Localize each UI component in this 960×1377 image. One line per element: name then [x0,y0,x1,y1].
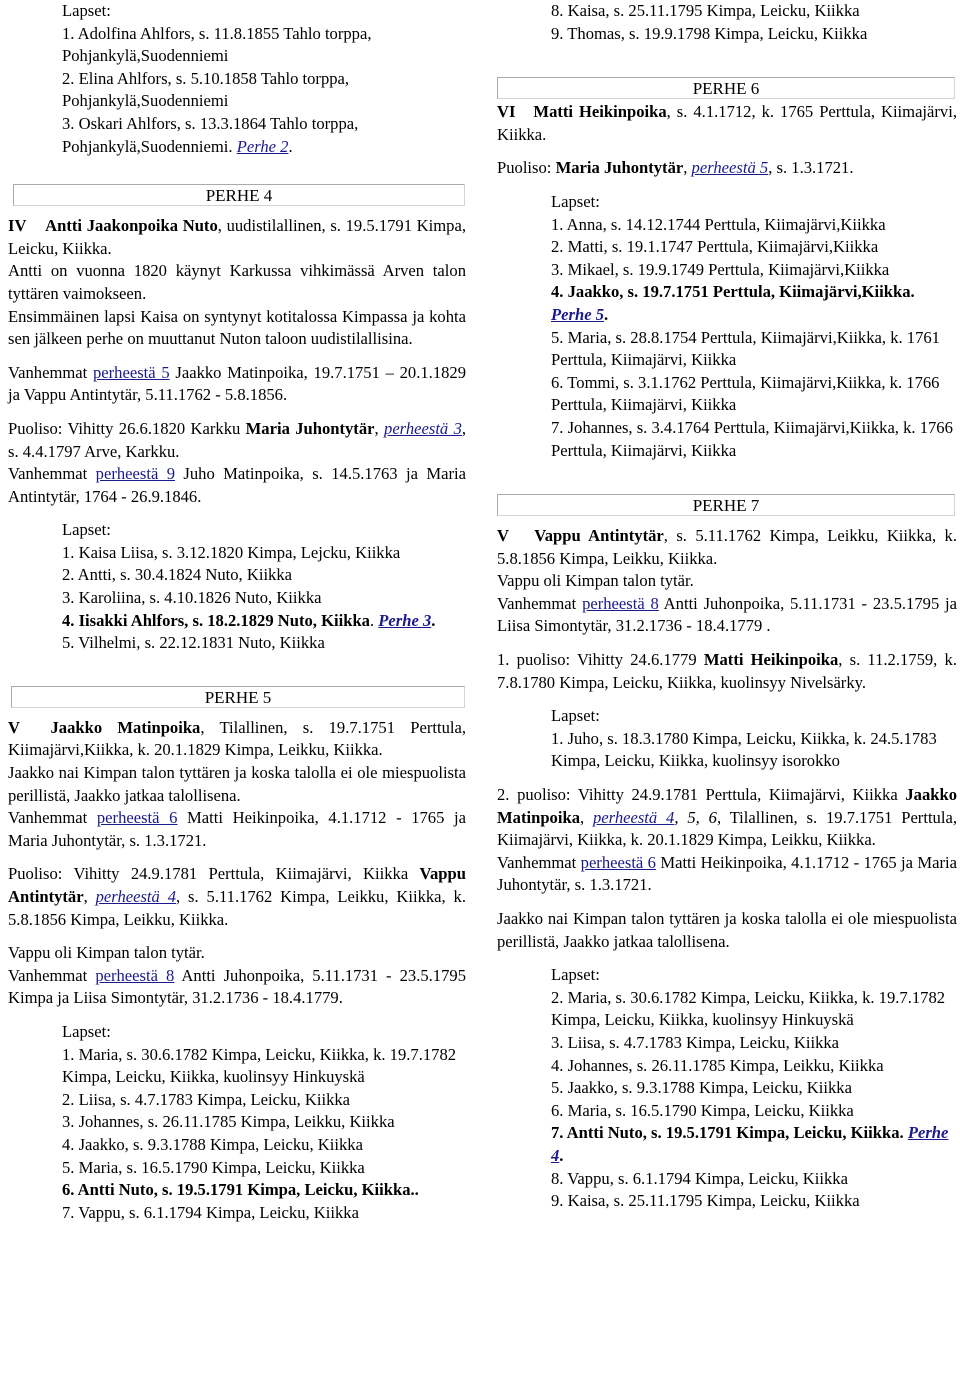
list-item: 2. Liisa, s. 4.7.1783 Kimpa, Leicku, Kiikka [62,1089,351,1109]
person-entry: V Jaakko Matinpoika, Tilallinen, s. 19.7.1751 Perttula, Kiimajärvi,Kiikka, k. 20.1.1829 Kimpa, Leikku, Kiikka. [8,717,467,760]
family-link[interactable]: perheestä 8 [95,965,175,985]
section-header-perhe6: PERHE 6 [497,77,955,99]
spouse-entry: 1. puoliso: Vihitty 24.6.1779 Matti Heikinpoika, s. 11.2.1759, k. 7.8.1780 Kimpa, Leicku, Kiikka, kuolinsyy Nivelsärky. [497,650,957,692]
list-item: 5. Maria, s. 16.5.1790 Kimpa, Leicku, Kiikka [62,1157,365,1177]
list-item: 4. Johannes, s. 26.11.1785 Kimpa, Leikku, Kiikka [551,1055,884,1075]
person-name: Vappu Antintytär [534,526,664,546]
spouse-name: Maria Juhontytär [245,418,375,438]
family-link[interactable]: perheestä 9 [95,464,176,484]
left-column [8,0,466,1224]
spouse-name: Jaakko Matinpoika [497,785,957,827]
spouse-name: Vappu Antintytär [8,864,466,906]
person-name: Jaakko Matinpoika [50,717,201,737]
note-text: Antti on vuonna 1820 käynyt Karkussa vihkimässä Arven talon tyttären vaimokseen. [8,261,466,303]
family-link[interactable]: perheestä 4 [593,807,675,827]
list-item: 3. Oskari Ahlfors, s. 13.3.1864 Tahlo torppa, Pohjankylä,Suodenniemi. Perhe 2. [62,113,359,156]
list-item: 4. Iisakki Ahlfors, s. 18.2.1829 Nuto, Kiikka. Perhe 3. [62,610,436,630]
list-item: 6. Tommi, s. 3.1.1762 Perttula, Kiimajärvi,Kiikka, k. 1766 Perttula, Kiimajärvi, Kiikka [551,372,940,415]
spouse-entry: 2. puoliso: Vihitty 24.9.1781 Perttula, Kiimajärvi, Kiikka Jaakko Matinpoika, perheestä 4, 5, 6, Tilallinen, s. 19.7.1751 Perttula, Kiimajärvi, Kiikka, k. 20.1.1829 Kimpa, Leikku, Kiikka. [497,785,957,850]
list-item: 9. Thomas, s. 19.9.1798 Kimpa, Leicku, Kiikka [551,23,868,43]
list-item: 3. Karoliina, s. 4.10.1826 Nuto, Kiikka [62,588,322,608]
list-item: 1. Adolfina Ahlfors, s. 11.8.1855 Tahlo torppa, Pohjankylä,Suodenniemi [62,23,372,66]
list-item: 1. Anna, s. 14.12.1744 Perttula, Kiimajärvi,Kiikka [551,214,886,234]
section-header-perhe5: PERHE 5 [11,686,465,708]
list-item: 5. Jaakko, s. 9.3.1788 Kimpa, Leicku, Kiikka [551,1078,852,1098]
list-item: 3. Mikael, s. 19.9.1749 Perttula, Kiimajärvi,Kiikka [551,259,890,279]
children-list-perhe3 [8,0,466,158]
list-item: 7. Johannes, s. 3.4.1764 Perttula, Kiimajärvi,Kiikka, k. 1766 Perttula, Kiimajärvi, Kiikka [551,417,953,460]
spouse-name: Maria Juhontytär [555,158,684,178]
spouse-entry: Puoliso: Vihitty 24.9.1781 Perttula, Kiimajärvi, Kiikka Vappu Antintytär, perheestä 4, s. 5.11.1762 Kimpa, Leikku, Kiikka, k. 5.8.1856 Kimpa, Leikku, Kiikka. [8,864,466,929]
section-header-perhe7: PERHE 7 [497,494,955,516]
list-item: 5. Maria, s. 28.8.1754 Perttula, Kiimajärvi,Kiikka, k. 1761 Perttula, Kiimajärvi, Kiikka [551,327,940,370]
perhe-link[interactable]: Perhe 3 [378,610,432,630]
list-item: 4. Jaakko, s. 9.3.1788 Kimpa, Leicku, Kiikka [62,1134,363,1154]
note-text: Jaakko nai Kimpan talon tyttären ja koska talolla ei ole miespuolista perillistä, Jaakko jatkaa talollisena. [497,909,957,951]
list-item: 7. Antti Nuto, s. 19.5.1791 Kimpa, Leicku, Kiikka. Perhe 4. [551,1123,949,1165]
children-list [497,964,957,1213]
list-item: 8. Vappu, s. 6.1.1794 Kimpa, Leicku, Kiikka [551,1168,848,1188]
spouse-entry: Puoliso: Vihitty 26.6.1820 Karkku Maria Juhontytär, perheestä 3, s. 4.4.1797 Arve, Karkku. [8,418,467,461]
children-heading: Lapset: [62,1,111,20]
list-item: 2. Matti, s. 19.1.1747 Perttula, Kiimajärvi,Kiikka [551,237,879,257]
children-heading: Lapset: [551,191,600,211]
children-heading: Lapset: [62,1021,111,1041]
family-link[interactable]: perheestä 5 [92,362,170,382]
note-text: Vappu oli Kimpan talon tytär. [497,571,694,591]
parents-entry: Vanhemmat perheestä 6 Matti Heikinpoika, 4.1.1712 - 1765 ja Maria Juhontytär, s. 1.3.1721. [497,852,958,895]
children-list [8,519,466,655]
parents-entry: Vanhemmat perheestä 8 Antti Juhonpoika, 5.11.1731 - 23.5.1795 ja Liisa Simontytär, 31.2.1736 - 18.4.1779 . [497,593,958,636]
list-item: 7. Vappu, s. 6.1.1794 Kimpa, Leicku, Kiikka [62,1202,359,1222]
person-name: Matti Heikinpoika [533,102,667,122]
person-entry: IV Antti Jaakonpoika Nuto, uudistilallinen, s. 19.5.1791 Kimpa, Leicku, Kiikka. [8,216,466,258]
list-item: 6. Antti Nuto, s. 19.5.1791 Kimpa, Leicku, Kiikka.. [62,1180,419,1200]
perhe-link[interactable]: Perhe 2 [236,136,289,156]
spouse-entry: Puoliso: Maria Juhontytär, perheestä 5, s. 1.3.1721. [497,158,854,178]
family-link[interactable]: perheestä 6 [580,852,656,872]
family-link[interactable]: perheestä 8 [582,593,659,613]
list-item: 2. Antti, s. 30.4.1824 Nuto, Kiikka [62,565,293,585]
spouse-name: Matti Heikinpoika [703,650,839,670]
parents-entry: Vanhemmat perheestä 9 Juho Matinpoika, s. 14.5.1763 ja Maria Antintytär, 1764 - 26.9.1846. [8,464,466,506]
children-heading: Lapset: [551,965,600,985]
children-list [497,705,957,773]
list-item: 5. Vilhelmi, s. 22.12.1831 Nuto, Kiikka [62,633,325,653]
note-text: Jaakko nai Kimpan talon tyttären ja koska talolla ei ole miespuolista perillistä, Jaakko jatkaa talollisena. [8,763,466,805]
list-item: 4. Jaakko, s. 19.7.1751 Perttula, Kiimajärvi,Kiikka. Perhe 5. [551,282,915,324]
right-column [497,0,957,1213]
list-item: 1. Maria, s. 30.6.1782 Kimpa, Leicku, Kiikka, k. 19.7.1782 Kimpa, Leicku, Kiikka, kuolinsyy Hinkuyskä [62,1044,457,1087]
list-item: 2. Elina Ahlfors, s. 5.10.1858 Tahlo torppa, Pohjankylä,Suodenniemi [62,68,350,111]
person-entry: VI Matti Heikinpoika, s. 4.1.1712, k. 1765 Perttula, Kiimajärvi, Kiikka. [497,102,957,144]
note-text: Vappu oli Kimpan talon tytär. [8,943,205,963]
section-header-perhe4: PERHE 4 [13,184,465,206]
perhe-link[interactable]: Perhe 4 [551,1123,949,1165]
list-item: 1. Kaisa Liisa, s. 3.12.1820 Kimpa, Lejcku, Kiikka [62,542,401,562]
note-text: Ensimmäinen lapsi Kaisa on syntynyt kotitalossa Kimpassa ja kohta sen jälkeen perhe on muuttanut Nuton taloon uudistilallisina. [8,306,466,349]
perhe-link[interactable]: Perhe 5 [551,304,604,324]
list-item: 1. Juho, s. 18.3.1780 Kimpa, Leicku, Kiikka, k. 24.5.1783 Kimpa, Leicku, Kiikka, kuolinsyy isorokko [551,728,937,771]
family-link[interactable]: perheestä 4 [95,887,177,906]
list-item: 6. Maria, s. 16.5.1790 Kimpa, Leicku, Kiikka [551,1100,854,1120]
parents-entry: Vanhemmat perheestä 8 Antti Juhonpoika, 5.11.1731 - 23.5.1795 Kimpa ja Liisa Simontytär, 31.2.1736 - 18.4.1779. [8,965,466,1008]
list-item: 9. Kaisa, s. 25.11.1795 Kimpa, Leicku, Kiikka [551,1191,860,1211]
list-item: 2. Maria, s. 30.6.1782 Kimpa, Leicku, Kiikka, k. 19.7.1782 Kimpa, Leicku, Kiikka, kuolinsyy Hinkuyskä [551,987,946,1030]
list-item: 3. Liisa, s. 4.7.1783 Kimpa, Leicku, Kiikka [551,1032,840,1052]
family-link[interactable]: perheestä 3 [384,418,462,438]
family-link[interactable]: perheestä 5 [691,158,769,178]
list-item: 3. Johannes, s. 26.11.1785 Kimpa, Leikku, Kiikka [62,1112,395,1132]
parents-entry: Vanhemmat perheestä 5 Jaakko Matinpoika, 19.7.1751 – 20.1.1829 ja Vappu Antintytär, 5.11.1762 - 5.8.1856. [8,362,467,405]
children-list [8,1021,466,1224]
children-heading: Lapset: [551,706,600,726]
children-heading: Lapset: [62,520,111,540]
children-list-continued [497,0,957,45]
parents-entry: Vanhemmat perheestä 6 Matti Heikinpoika, 4.1.1712 - 1765 ja Maria Juhontytär, s. 1.3.1721. [8,808,466,850]
family-link[interactable]: perheestä 6 [96,808,178,828]
children-list [497,191,957,462]
person-entry: V Vappu Antintytär, s. 5.11.1762 Kimpa, Leikku, Kiikka, k. 5.8.1856 Kimpa, Leikku, Kiikka. [497,526,957,568]
person-name: Antti Jaakonpoika Nuto [45,216,218,236]
list-item: 8. Kaisa, s. 25.11.1795 Kimpa, Leicku, Kiikka [551,1,860,20]
